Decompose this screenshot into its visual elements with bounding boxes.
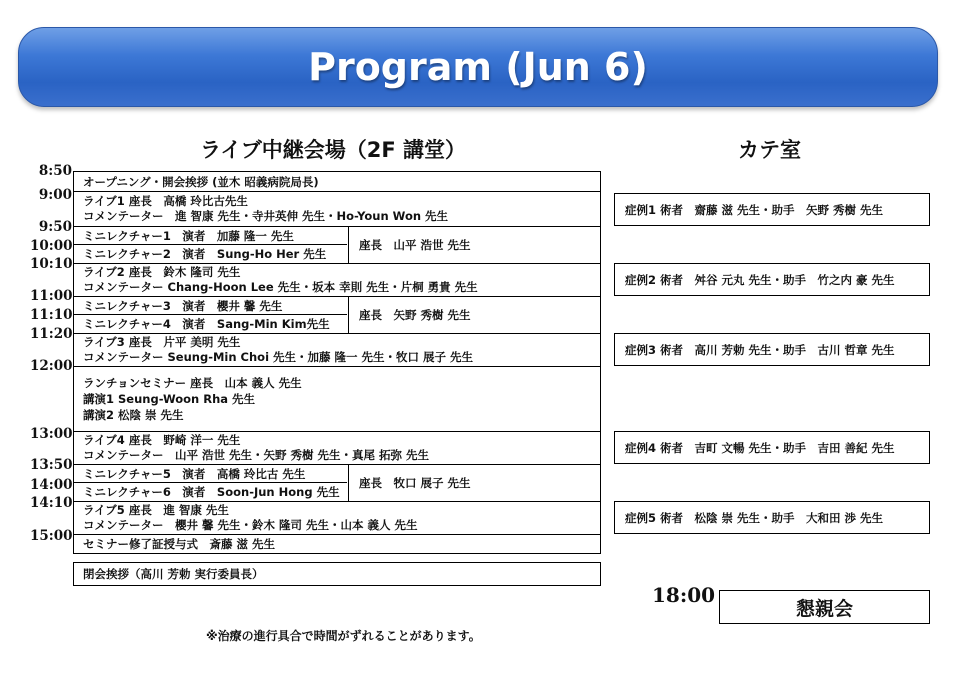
live3-line2: コメンテーター Seung-Min Choi 先生・加藤 隆一 先生・牧口 展子 先生 <box>83 350 474 364</box>
time-label: 14:00 <box>30 477 73 493</box>
mini3-text: ミニレクチャー3 演者 櫻井 馨 先生 <box>83 299 283 313</box>
time-label: 11:20 <box>30 326 73 342</box>
closing-text: 閉会挨拶（高川 芳勅 実行委員長） <box>83 567 264 581</box>
cath-lab-header: カテ室 <box>738 138 801 162</box>
live4-line2: コメンテーター 山平 浩世 先生・矢野 秀樹 先生・真尾 拓弥 先生 <box>83 448 430 462</box>
live3-line1: ライブ3 座長 片平 美明 先生 <box>83 335 241 349</box>
live1-line1: ライブ1 座長 高橋 玲比古先生 <box>83 194 248 208</box>
luncheon-row <box>73 366 601 432</box>
time-label: 10:00 <box>30 238 73 254</box>
luncheon-line1: ランチョンセミナー 座長 山本 義人 先生 <box>83 376 302 390</box>
seminar-cert-row <box>73 534 601 554</box>
closing-row <box>73 562 601 586</box>
luncheon-line2: 講演1 Seung-Woon Rha 先生 <box>83 392 256 406</box>
live4-line1: ライブ4 座長 野崎 洋一 先生 <box>83 433 241 447</box>
time-label: 8:50 <box>38 163 72 179</box>
live-venue-header: ライブ中継会場（2F 講堂） <box>200 138 467 162</box>
chair-a: 座長 山平 浩世 先生 <box>348 227 600 263</box>
case-3: 症例3 術者 高川 芳勅 先生・助手 古川 哲章 先生 <box>614 333 930 366</box>
mini1-text: ミニレクチャー1 演者 加藤 隆一 先生 <box>83 229 294 243</box>
mini-block-b <box>73 296 601 334</box>
live2-line1: ライブ2 座長 鈴木 隆司 先生 <box>83 265 241 279</box>
chair-b: 座長 矢野 秀樹 先生 <box>348 297 600 333</box>
live2-line2: コメンテーター Chang-Hoon Lee 先生・坂本 幸則 先生・片桐 勇貴 先生 <box>83 280 478 294</box>
live5-line1: ライブ5 座長 進 智康 先生 <box>83 503 229 517</box>
case-4: 症例4 術者 吉町 文暢 先生・助手 吉田 善紀 先生 <box>614 431 930 464</box>
live1-line2: コメンテーター 進 智康 先生・寺井英伸 先生・Ho-Youn Won 先生 <box>83 209 449 223</box>
chair-c: 座長 牧口 展子 先生 <box>348 465 600 501</box>
mini5-text: ミニレクチャー5 演者 高橋 玲比古 先生 <box>83 467 306 481</box>
seminar-cert-text: セミナー修了証授与式 斎藤 滋 先生 <box>83 537 276 551</box>
live5-line2: コメンテーター 櫻井 馨 先生・鈴木 隆司 先生・山本 義人 先生 <box>83 518 418 532</box>
time-label: 14:10 <box>30 495 73 511</box>
time-label: 11:10 <box>30 307 73 323</box>
schedule-note: ※治療の進行具合で時間がずれることがあります。 <box>206 629 481 643</box>
page-title: Program (Jun 6) <box>308 45 648 89</box>
live3-row <box>73 333 601 367</box>
time-label: 10:10 <box>30 256 73 272</box>
case-2: 症例2 術者 舛谷 元丸 先生・助手 竹之内 豪 先生 <box>614 263 930 296</box>
time-label: 9:00 <box>38 187 72 203</box>
mini6-text: ミニレクチャー6 演者 Soon-Jun Hong 先生 <box>83 485 340 499</box>
title-banner <box>18 27 938 107</box>
mini-block-a <box>73 226 601 264</box>
time-label: 12:00 <box>30 358 73 374</box>
mini2-text: ミニレクチャー2 演者 Sung-Ho Her 先生 <box>83 247 327 261</box>
mini4-text: ミニレクチャー4 演者 Sang-Min Kim先生 <box>83 317 330 331</box>
case-5: 症例5 術者 松陰 崇 先生・助手 大和田 渉 先生 <box>614 501 930 534</box>
luncheon-line3: 講演2 松陰 崇 先生 <box>83 408 184 422</box>
mini-block-c <box>73 464 601 502</box>
opening-text: オープニング・開会挨拶 (並木 昭義病院局長) <box>83 175 319 189</box>
time-label: 11:00 <box>30 288 73 304</box>
opening-row <box>73 171 601 192</box>
time-label: 13:50 <box>30 457 73 473</box>
time-label: 15:00 <box>30 528 73 544</box>
reception-time: 18:00 <box>652 583 716 607</box>
case-1: 症例1 術者 齋藤 滋 先生・助手 矢野 秀樹 先生 <box>614 193 930 226</box>
reception-box: 懇親会 <box>719 590 930 624</box>
time-label: 13:00 <box>30 426 73 442</box>
live2-row <box>73 263 601 297</box>
live4-row <box>73 431 601 465</box>
live1-row <box>73 192 601 227</box>
live5-row <box>73 501 601 535</box>
time-label: 9:50 <box>38 219 72 235</box>
